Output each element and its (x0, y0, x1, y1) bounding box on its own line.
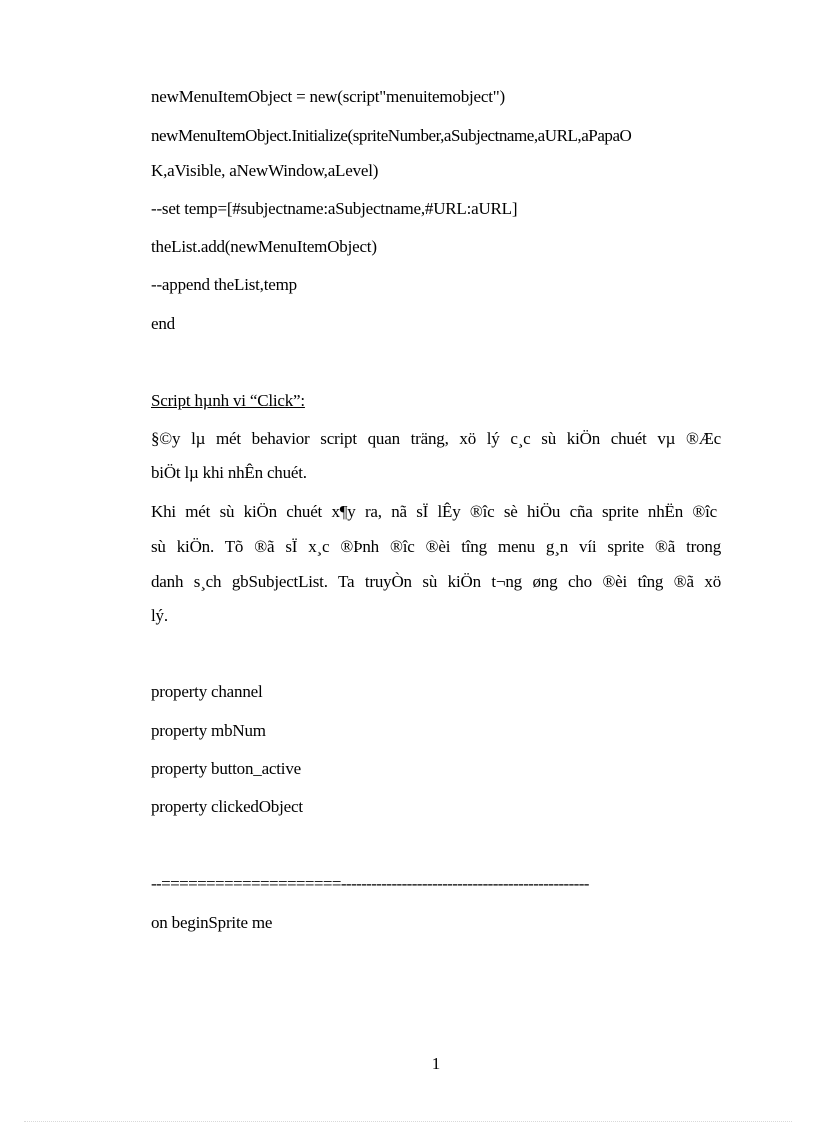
code-line: K,aVisible, aNewWindow,aLevel) (151, 161, 379, 180)
paragraph-line: lý. (151, 606, 168, 625)
page-bottom-divider (24, 1121, 792, 1122)
paragraph-line: biÖt lµ khi nhÊn chuét. (151, 463, 307, 482)
property-line: property channel (151, 682, 263, 701)
page-number: 1 (431, 1054, 441, 1073)
code-line: --set temp=[#subjectname:aSubjectname,#URL:aURL] (151, 199, 518, 218)
code-line: end (151, 314, 175, 333)
property-line: property mbNum (151, 721, 266, 740)
separator-line: --====================------------------------------------------------- (151, 874, 589, 893)
paragraph-line: danh s¸ch gbSubjectList. Ta truyÒn sù kiÖn t¬ng øng cho ®èi tîng ®ã xö (151, 572, 721, 591)
paragraph-line: sù kiÖn. Tõ ®ã sÏ x¸c ®Þnh ®îc ®èi tîng menu g¸n víi sprite ®ã trong (151, 537, 721, 556)
section-heading: Script hµnh vi “Click”: (151, 391, 305, 410)
code-line: --append theList,temp (151, 275, 297, 294)
code-line: newMenuItemObject = new(script"menuitemobject") (151, 87, 505, 106)
paragraph-line: Khi mét sù kiÖn chuét x¶y ra, nã sÏ lÊy ®îc sè hiÖu cña sprite nhËn ®îc (151, 502, 717, 521)
code-line: on beginSprite me (151, 913, 273, 932)
code-line: newMenuItemObject.Initialize(spriteNumber,aSubjectname,aURL,aPapaO (151, 126, 632, 145)
property-line: property clickedObject (151, 797, 303, 816)
paragraph-line: §©y lµ mét behavior script quan träng, xö lý c¸c sù kiÖn chuét vµ ®Æc (151, 429, 721, 448)
code-line: theList.add(newMenuItemObject) (151, 237, 377, 256)
property-line: property button_active (151, 759, 301, 778)
